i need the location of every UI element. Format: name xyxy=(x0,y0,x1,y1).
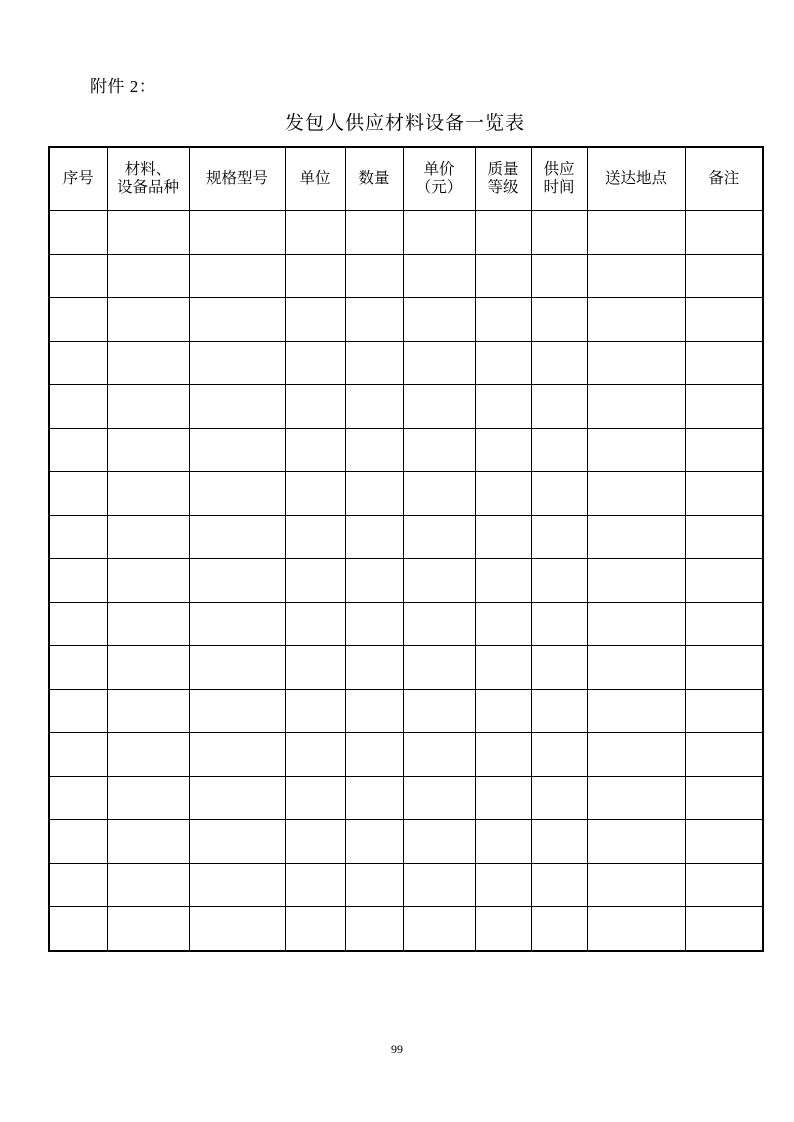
table-cell[interactable] xyxy=(285,559,345,603)
table-cell[interactable] xyxy=(285,428,345,472)
page-title: 发包人供应材料设备一览表 xyxy=(284,113,525,134)
table-row xyxy=(49,385,763,429)
table-cell[interactable] xyxy=(285,863,345,907)
table-cell[interactable] xyxy=(403,689,475,733)
table-cell[interactable] xyxy=(285,211,345,255)
table-cell[interactable] xyxy=(285,602,345,646)
table-cell[interactable] xyxy=(531,341,587,385)
table-cell[interactable] xyxy=(531,254,587,298)
table-cell[interactable] xyxy=(685,907,763,951)
column-header-line: 材料、 xyxy=(124,161,172,179)
table-cell[interactable] xyxy=(189,863,285,907)
table-cell[interactable] xyxy=(189,907,285,951)
table-cell[interactable] xyxy=(475,428,531,472)
table-cell[interactable] xyxy=(531,602,587,646)
table-cell[interactable] xyxy=(189,689,285,733)
column-header-text xyxy=(50,170,107,188)
table-column-header xyxy=(587,147,685,211)
table-cell[interactable] xyxy=(475,385,531,429)
table-cell[interactable] xyxy=(475,907,531,951)
table-row xyxy=(49,559,763,603)
table-cell[interactable] xyxy=(345,428,403,472)
table-cell[interactable] xyxy=(685,298,763,342)
table-row xyxy=(49,211,763,255)
table-cell[interactable] xyxy=(587,298,685,342)
table-cell[interactable] xyxy=(285,820,345,864)
table-cell[interactable] xyxy=(107,515,189,559)
table-cell[interactable] xyxy=(685,254,763,298)
table-cell[interactable] xyxy=(345,820,403,864)
column-header-line: 数量 xyxy=(358,170,390,188)
table-cell[interactable] xyxy=(189,211,285,255)
column-header-line: （元） xyxy=(415,179,463,196)
table-cell[interactable] xyxy=(531,863,587,907)
table-cell[interactable] xyxy=(587,646,685,690)
table-column-header xyxy=(49,147,107,211)
table-row xyxy=(49,298,763,342)
table-column-header xyxy=(685,147,763,211)
column-header-line: 供应 xyxy=(543,161,575,179)
table-cell[interactable] xyxy=(531,907,587,951)
table-cell[interactable] xyxy=(685,472,763,516)
table-cell[interactable] xyxy=(587,776,685,820)
table-cell[interactable] xyxy=(345,907,403,951)
table-row xyxy=(49,820,763,864)
table-header-row xyxy=(49,147,763,211)
table-cell[interactable] xyxy=(49,646,107,690)
table-cell[interactable] xyxy=(107,341,189,385)
table-cell[interactable] xyxy=(531,646,587,690)
table-cell[interactable] xyxy=(49,341,107,385)
table-cell[interactable] xyxy=(403,385,475,429)
table-cell[interactable] xyxy=(189,820,285,864)
table-cell[interactable] xyxy=(285,733,345,777)
column-header-line: 单位 xyxy=(299,170,331,188)
column-header-text xyxy=(108,161,189,197)
table-cell[interactable] xyxy=(285,298,345,342)
table-cell[interactable] xyxy=(587,863,685,907)
table-cell[interactable] xyxy=(189,733,285,777)
table-cell[interactable] xyxy=(107,646,189,690)
table-column-header xyxy=(189,147,285,211)
column-header-line: 单价 xyxy=(423,161,455,179)
column-header-line: 规格型号 xyxy=(205,170,268,188)
table-cell[interactable] xyxy=(475,820,531,864)
table-cell[interactable] xyxy=(531,428,587,472)
table-cell[interactable] xyxy=(189,385,285,429)
table-cell[interactable] xyxy=(345,776,403,820)
table-cell[interactable] xyxy=(685,211,763,255)
table-cell[interactable] xyxy=(587,559,685,603)
column-header-text xyxy=(190,170,285,188)
table-cell[interactable] xyxy=(107,733,189,777)
table-row xyxy=(49,602,763,646)
table-cell[interactable] xyxy=(403,602,475,646)
table-cell[interactable] xyxy=(189,515,285,559)
table-cell[interactable] xyxy=(49,298,107,342)
table-cell[interactable] xyxy=(49,254,107,298)
table-cell[interactable] xyxy=(285,776,345,820)
table-cell[interactable] xyxy=(49,907,107,951)
table-cell[interactable] xyxy=(685,515,763,559)
table-cell[interactable] xyxy=(403,733,475,777)
table-cell[interactable] xyxy=(475,515,531,559)
table-cell[interactable] xyxy=(345,646,403,690)
table-cell[interactable] xyxy=(189,646,285,690)
table-cell[interactable] xyxy=(587,341,685,385)
table-cell[interactable] xyxy=(49,385,107,429)
table-cell[interactable] xyxy=(475,689,531,733)
table-cell[interactable] xyxy=(531,211,587,255)
table-cell[interactable] xyxy=(475,472,531,516)
table-cell[interactable] xyxy=(531,515,587,559)
table-cell[interactable] xyxy=(49,602,107,646)
table-cell[interactable] xyxy=(403,907,475,951)
table-body xyxy=(49,211,763,951)
table-header xyxy=(49,147,763,211)
table-row xyxy=(49,689,763,733)
table-cell[interactable] xyxy=(475,341,531,385)
table-row xyxy=(49,776,763,820)
table-column-header xyxy=(285,147,345,211)
column-header-text xyxy=(476,161,531,197)
table-cell[interactable] xyxy=(475,733,531,777)
table-cell[interactable] xyxy=(475,863,531,907)
table-cell[interactable] xyxy=(345,385,403,429)
table-cell[interactable] xyxy=(403,646,475,690)
table-cell[interactable] xyxy=(403,559,475,603)
table-cell[interactable] xyxy=(107,907,189,951)
column-header-line: 时间 xyxy=(543,179,575,196)
table-cell[interactable] xyxy=(587,515,685,559)
table-cell[interactable] xyxy=(531,733,587,777)
column-header-line: 送达地点 xyxy=(604,170,667,188)
table-cell[interactable] xyxy=(685,559,763,603)
table-cell[interactable] xyxy=(49,776,107,820)
table-cell[interactable] xyxy=(49,428,107,472)
table-cell[interactable] xyxy=(345,733,403,777)
table-cell[interactable] xyxy=(107,472,189,516)
table-cell[interactable] xyxy=(685,602,763,646)
table-row xyxy=(49,863,763,907)
table-cell[interactable] xyxy=(685,646,763,690)
table-cell[interactable] xyxy=(475,602,531,646)
table-cell[interactable] xyxy=(345,298,403,342)
column-header-line: 质量 xyxy=(487,161,519,179)
table-cell[interactable] xyxy=(107,211,189,255)
table-cell[interactable] xyxy=(107,428,189,472)
table-cell[interactable] xyxy=(49,733,107,777)
table-cell[interactable] xyxy=(49,689,107,733)
column-header-text xyxy=(532,161,587,197)
table-cell[interactable] xyxy=(345,211,403,255)
table-cell[interactable] xyxy=(189,341,285,385)
table-cell[interactable] xyxy=(685,689,763,733)
column-header-text xyxy=(404,161,475,197)
column-header-text xyxy=(286,170,345,188)
attachment-label: 附件 2： xyxy=(90,77,157,96)
table-cell[interactable] xyxy=(345,602,403,646)
table-cell[interactable] xyxy=(403,298,475,342)
table-cell[interactable] xyxy=(107,385,189,429)
column-header-text xyxy=(686,170,763,188)
table-cell[interactable] xyxy=(587,428,685,472)
table-cell[interactable] xyxy=(475,211,531,255)
table-cell[interactable] xyxy=(285,472,345,516)
table-cell[interactable] xyxy=(475,298,531,342)
materials-table-container xyxy=(48,146,762,952)
table-cell[interactable] xyxy=(587,211,685,255)
table-cell[interactable] xyxy=(475,254,531,298)
column-header-line: 序号 xyxy=(62,170,94,188)
column-header-text xyxy=(346,170,403,188)
table-cell[interactable] xyxy=(475,776,531,820)
column-header-line: 设备品种 xyxy=(116,179,179,196)
table-cell[interactable] xyxy=(475,646,531,690)
table-cell[interactable] xyxy=(285,646,345,690)
table-cell[interactable] xyxy=(345,254,403,298)
table-cell[interactable] xyxy=(285,515,345,559)
table-cell[interactable] xyxy=(49,820,107,864)
table-cell[interactable] xyxy=(403,820,475,864)
table-cell[interactable] xyxy=(403,515,475,559)
table-cell[interactable] xyxy=(49,472,107,516)
table-row xyxy=(49,515,763,559)
table-cell[interactable] xyxy=(531,472,587,516)
table-cell[interactable] xyxy=(685,733,763,777)
table-cell[interactable] xyxy=(587,602,685,646)
table-cell[interactable] xyxy=(107,559,189,603)
table-row xyxy=(49,254,763,298)
page-number: 99 xyxy=(391,1042,403,1056)
table-cell[interactable] xyxy=(587,472,685,516)
table-cell[interactable] xyxy=(285,907,345,951)
table-cell[interactable] xyxy=(587,385,685,429)
table-cell[interactable] xyxy=(345,559,403,603)
column-header-text xyxy=(588,170,685,188)
table-cell[interactable] xyxy=(403,428,475,472)
table-cell[interactable] xyxy=(531,689,587,733)
table-cell[interactable] xyxy=(189,428,285,472)
table-cell[interactable] xyxy=(107,602,189,646)
table-cell[interactable] xyxy=(107,863,189,907)
table-cell[interactable] xyxy=(403,254,475,298)
column-header-line: 等级 xyxy=(487,179,519,196)
table-cell[interactable] xyxy=(403,472,475,516)
table-cell[interactable] xyxy=(107,254,189,298)
table-cell[interactable] xyxy=(189,559,285,603)
table-cell[interactable] xyxy=(345,689,403,733)
table-cell[interactable] xyxy=(403,211,475,255)
table-cell[interactable] xyxy=(587,689,685,733)
table-cell[interactable] xyxy=(475,559,531,603)
table-cell[interactable] xyxy=(345,863,403,907)
table-cell[interactable] xyxy=(345,515,403,559)
table-row xyxy=(49,341,763,385)
table-cell[interactable] xyxy=(587,254,685,298)
table-cell[interactable] xyxy=(49,559,107,603)
column-header-line: 备注 xyxy=(708,170,740,188)
table-cell[interactable] xyxy=(49,863,107,907)
table-cell[interactable] xyxy=(189,776,285,820)
table-cell[interactable] xyxy=(107,689,189,733)
table-cell[interactable] xyxy=(685,341,763,385)
table-cell[interactable] xyxy=(587,907,685,951)
table-cell[interactable] xyxy=(403,341,475,385)
table-cell[interactable] xyxy=(107,776,189,820)
table-cell[interactable] xyxy=(685,776,763,820)
table-cell[interactable] xyxy=(531,298,587,342)
table-cell[interactable] xyxy=(685,863,763,907)
table-cell[interactable] xyxy=(285,385,345,429)
table-cell[interactable] xyxy=(189,472,285,516)
table-row xyxy=(49,733,763,777)
table-cell[interactable] xyxy=(49,515,107,559)
table-cell[interactable] xyxy=(285,689,345,733)
table-cell[interactable] xyxy=(107,820,189,864)
table-cell[interactable] xyxy=(189,254,285,298)
table-cell[interactable] xyxy=(403,776,475,820)
table-cell[interactable] xyxy=(531,559,587,603)
table-cell[interactable] xyxy=(285,341,345,385)
table-row xyxy=(49,646,763,690)
table-cell[interactable] xyxy=(107,298,189,342)
table-cell[interactable] xyxy=(403,863,475,907)
table-cell[interactable] xyxy=(531,385,587,429)
table-cell[interactable] xyxy=(587,733,685,777)
table-cell[interactable] xyxy=(345,341,403,385)
table-cell[interactable] xyxy=(685,385,763,429)
table-column-header xyxy=(475,147,531,211)
table-cell[interactable] xyxy=(285,254,345,298)
table-cell[interactable] xyxy=(685,820,763,864)
table-row xyxy=(49,472,763,516)
table-column-header xyxy=(403,147,475,211)
table-cell[interactable] xyxy=(531,776,587,820)
materials-equipment-table xyxy=(48,146,764,952)
table-cell[interactable] xyxy=(345,472,403,516)
table-column-header xyxy=(107,147,189,211)
table-cell[interactable] xyxy=(189,298,285,342)
table-cell[interactable] xyxy=(49,211,107,255)
table-row xyxy=(49,428,763,472)
table-cell[interactable] xyxy=(531,820,587,864)
table-column-header xyxy=(345,147,403,211)
table-cell[interactable] xyxy=(189,602,285,646)
table-cell[interactable] xyxy=(587,820,685,864)
table-row xyxy=(49,907,763,951)
table-column-header xyxy=(531,147,587,211)
table-cell[interactable] xyxy=(685,428,763,472)
